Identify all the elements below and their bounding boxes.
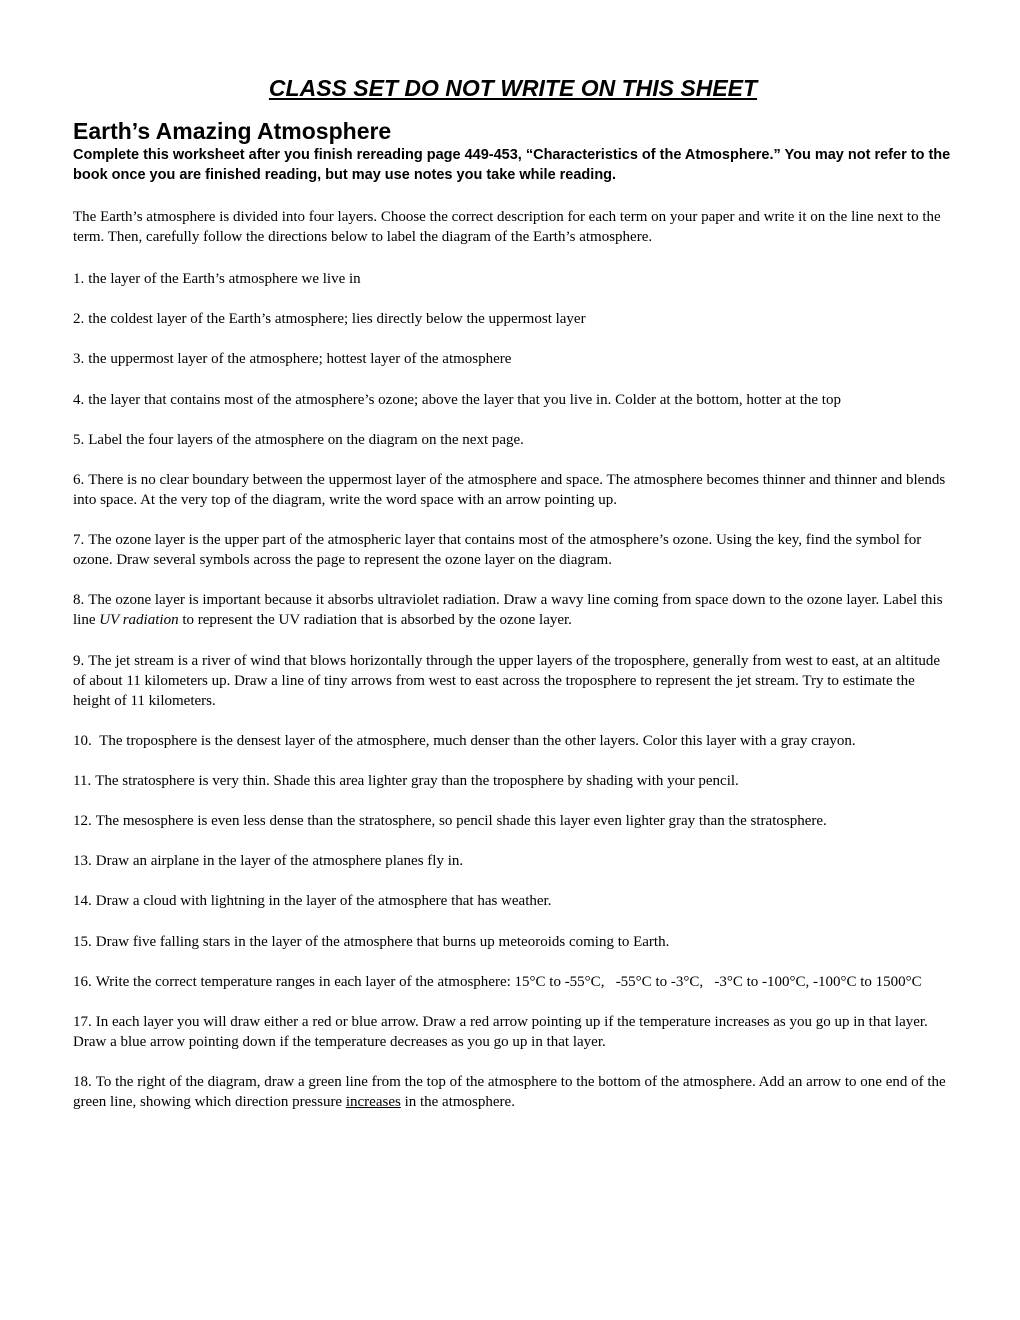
question-text: Draw an airplane in the layer of the atmosphere planes fly in. — [95, 853, 464, 870]
question-5 — [73, 430, 953, 450]
class-set-banner: CLASS SET DO NOT WRITE ON THIS SHEET — [268, 75, 758, 101]
question-text: Label the four layers of the atmosphere on the diagram on the next page. — [88, 431, 524, 448]
question-text: the coldest layer of the Earth’s atmosphere; lies directly below the uppermost layer — [88, 311, 586, 328]
question-7 — [73, 530, 953, 570]
question-number: 9. — [73, 652, 85, 669]
question-6 — [73, 470, 953, 510]
question-number: 16. — [73, 973, 92, 990]
question-text: To the right of the diagram, draw a green line from the top of the atmosphere to the bottom of the atmosphere. Add an arrow to one end of the green line, showing which direction pressure — [73, 1074, 946, 1111]
question-number: 4. — [73, 391, 85, 408]
question-text: Draw a cloud with lightning in the layer of the atmosphere that has weather. — [95, 893, 552, 910]
increases-underlined: increases — [345, 1094, 401, 1111]
question-text: Write the correct temperature ranges in each layer of the atmosphere: 15°C to -55°C, -55°C to -3°C, -3°C to -100°C, -100°C to 1500°C — [95, 973, 922, 990]
question-number: 8. — [73, 592, 85, 609]
question-1 — [73, 269, 953, 289]
question-text: the layer of the Earth’s atmosphere we live in — [88, 271, 361, 287]
question-text: Draw five falling stars in the layer of the atmosphere that burns up meteoroids coming to Earth. — [95, 933, 670, 950]
question-12 — [73, 811, 953, 831]
question-number: 3. — [73, 351, 85, 368]
question-number: 12. — [73, 813, 92, 830]
question-text: The mesosphere is even less dense than the stratosphere, so pencil shade this layer even lighter gray than the stratosphere. — [95, 813, 827, 830]
question-text: The jet stream is a river of wind that blows horizontally through the upper layers of the troposphere, generally from west to east, at an altitude of about 11 kilometers up. Draw a line of tiny arrows from west to east across the troposphere to represent the jet stream. Try to estimate the height of 11 kilometers. — [73, 652, 941, 709]
question-text-end: in the atmosphere. — [400, 1094, 515, 1111]
question-9 — [73, 651, 953, 711]
question-list — [73, 269, 953, 1112]
question-13 — [73, 851, 953, 871]
question-number: 18. — [73, 1074, 92, 1091]
question-number: 14. — [73, 893, 92, 910]
question-text: There is no clear boundary between the uppermost layer of the atmosphere and space. The atmosphere becomes thinner and thinner and blends into space. At the very top of the diagram, write the word space with an arrow pointing up. — [73, 471, 946, 508]
question-number: 1. — [73, 271, 85, 287]
question-text: The ozone layer is the upper part of the atmospheric layer that contains most of the atmosphere’s ozone. Using the key, find the symbol for ozone. Draw several symbols across the page to represent the ozone layer on the diagram. — [73, 532, 922, 569]
question-18 — [73, 1072, 953, 1112]
question-number: 5. — [73, 431, 85, 448]
question-text-end: to represent the UV radiation that is absorbed by the ozone layer. — [178, 612, 572, 629]
question-2 — [73, 309, 953, 329]
question-16 — [73, 972, 953, 992]
question-text: In each layer you will draw either a red or blue arrow. Draw a red arrow pointing up if the temperature increases as you go up in that layer. Draw a blue arrow pointing down if the temperature decreases as you go up in that layer. — [73, 1014, 928, 1050]
question-11 — [73, 771, 953, 791]
intro-paragraph: The Earth’s atmosphere is divided into four layers. Choose the correct description for each term on your paper and write it on the line next to the term. Then, carefully follow the directions below to label the diagram of the Earth’s atmosphere. — [73, 209, 941, 245]
question-17 — [73, 1012, 953, 1052]
question-14 — [73, 891, 953, 911]
question-text: The troposphere is the densest layer of the atmosphere, much denser than the other layers. Color this layer with a gray crayon. — [95, 732, 856, 749]
question-text: The ozone layer is important because it absorbs ultraviolet radiation. Draw a wavy line coming from space down to the ozone layer. Label this line — [73, 592, 943, 629]
uv-radiation-label: UV radiation — [99, 612, 179, 629]
question-4 — [73, 390, 953, 410]
question-3 — [73, 349, 953, 369]
question-number: 7. — [73, 532, 85, 549]
question-number: 2. — [73, 311, 85, 328]
question-number: 11. — [73, 772, 92, 789]
worksheet-title: Earth’s Amazing Atmosphere — [73, 118, 392, 144]
question-8 — [73, 590, 953, 630]
question-number: 6. — [73, 471, 85, 488]
worksheet-page — [73, 73, 953, 1132]
question-number: 13. — [73, 853, 92, 870]
question-text: the layer that contains most of the atmosphere’s ozone; above the layer that you live in. Colder at the bottom, hotter at the top — [88, 391, 841, 408]
question-number: 17. — [73, 1014, 92, 1030]
question-15 — [73, 932, 953, 952]
question-text: The stratosphere is very thin. Shade this area lighter gray than the troposphere by shading with your pencil. — [95, 772, 739, 789]
question-text: the uppermost layer of the atmosphere; hottest layer of the atmosphere — [88, 351, 512, 368]
question-10 — [73, 731, 953, 751]
question-number: 10. — [73, 732, 92, 749]
worksheet-instructions: Complete this worksheet after you finish rereading page 449-453, “Characteristics of the Atmosphere.” You may not refer to the book once you are finished reading, but may use notes you take while reading. — [73, 147, 951, 183]
question-number: 15. — [73, 933, 92, 950]
